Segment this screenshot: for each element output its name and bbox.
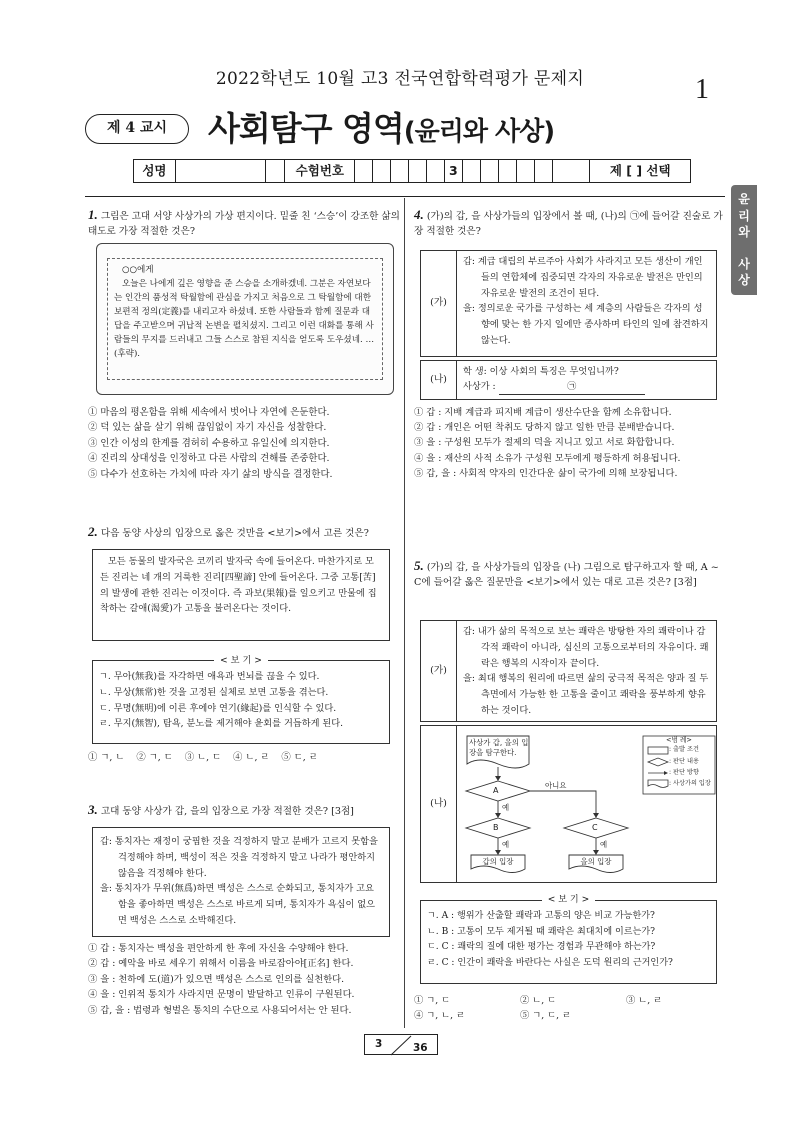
legend-item-1: : 출발 조건 xyxy=(669,746,699,753)
exam-no-label: 수험번호 xyxy=(285,160,355,182)
q4-choices xyxy=(414,405,681,481)
q5-choice-row-1 xyxy=(414,993,724,1008)
q5-number: 5. xyxy=(414,558,424,573)
q4-choice-4[interactable]: ④ 을 : 재산의 사적 소유가 구성원 모두에게 평등하게 허용됩니다. xyxy=(414,452,681,464)
q1-letter-body: 오늘은 나에게 깊은 영향을 준 스승을 소개하겠네. 그분은 자연보다는 인간의 품성적 탁월함에 관심을 가지고 처음으로 그 탁월함에 대한 보편적 정의(定義)를 내리고자 하셨네. 또한 사람들과 함께 질문과 대답을 주고받으며 귀납적 논변을 펼치셨지. 그리고 이런 대화를 통해 사람들의 무지를 드러내고 그들 스스로 참된 지식을 얻도록 도우셨네. …(후략). xyxy=(114,278,375,359)
q2-passage: 모든 동물의 발자국은 코끼리 발자국 속에 들어온다. 마찬가지로 모든 진리는 네 개의 거룩한 진리[四聖諦] 안에 들어온다. 그중 고통[苦]의 발생에 관한 진리는 이것이다. 즉 과보(果報)를 일으키고 만물에 집착하는 갈애(渴愛)가 고통을 불러온다는 것이다. xyxy=(92,549,390,641)
flow-arrow-no xyxy=(530,791,596,815)
q4-thinker: 사상가 : xyxy=(463,380,496,392)
q5-bogi-2: ㄴ. B : 고통이 모두 제거될 때 쾌락은 최대치에 이르는가? xyxy=(427,926,656,937)
q4-ga-label: (가) xyxy=(421,251,457,356)
q1-number: 1. xyxy=(88,207,98,222)
q1-choice-1[interactable]: ① 마음의 평온함을 위해 세속에서 벗어나 자연에 은둔한다. xyxy=(88,407,330,418)
flow-yes-a: 예 xyxy=(502,803,510,812)
footer-page: 3 xyxy=(375,1038,383,1050)
q3-choice-1[interactable]: ① 갑 : 통치자는 백성을 편안하게 한 후에 자신을 수양해야 한다. xyxy=(88,943,349,954)
flow-arrowhead xyxy=(593,813,599,818)
exam-no-digit: 3 xyxy=(445,160,463,182)
page-counter xyxy=(364,1034,438,1055)
q5-choice-4[interactable]: ④ ㄱ, ㄴ, ㄹ xyxy=(414,1010,466,1022)
q3-choices xyxy=(88,941,355,1018)
q3-choice-5[interactable]: ⑤ 갑, 을 : 법령과 형벌은 통치의 수단으로 사용되어서는 안 된다. xyxy=(88,1004,352,1016)
flow-end-eul: 을의 입장 xyxy=(580,857,612,866)
legend-item-3: : 판단 방향 xyxy=(669,769,699,776)
q4-stem xyxy=(414,205,726,240)
flow-yes-b: 예 xyxy=(502,840,510,849)
q5-stem-text: (가)의 갑, 을 사상가들의 입장을 (나) 그림으로 탐구하고자 할 때, A ~ C에 들어갈 옳은 질문만을 <보기>에서 있는 대로 고른 것은? [3점] xyxy=(414,562,719,589)
q1-choice-4[interactable]: ④ 진리의 상대성을 인정하고 다른 사람의 견해를 존중한다. xyxy=(88,453,330,465)
flow-arrowhead xyxy=(495,776,501,781)
subject-title xyxy=(208,103,554,154)
legend-item-2: : 판단 내용 xyxy=(669,758,699,765)
q2-bogi-3: ㄷ. 무명(無明)에 이른 후에야 연기(緣起)를 인식할 수 있다. xyxy=(99,702,337,714)
q5-choices xyxy=(414,993,724,1023)
q5-na-label: (나) xyxy=(421,726,457,882)
q4-blank: ㉠ xyxy=(499,380,645,396)
q5-stem xyxy=(414,556,726,591)
spacer xyxy=(553,160,591,182)
flow-arrowhead xyxy=(495,813,501,818)
q2-bogi-box xyxy=(92,655,390,744)
q2-bogi-2: ㄴ. 무상(無常)한 것을 고정된 실체로 보면 고통을 겪는다. xyxy=(99,686,329,698)
q4-gap: 갑: 계급 대립의 부르주아 사회가 사라지고 모든 생산이 개인들의 연합체에 집중되면 각자의 자유로운 발전은 만인의 자유로운 발전의 조건이 된다. xyxy=(463,256,703,299)
q4-thinker-line xyxy=(463,380,710,396)
flow-no: 아니요 xyxy=(545,781,567,790)
flow-arrowhead xyxy=(593,850,599,855)
q1-letter xyxy=(107,258,383,380)
header-rule xyxy=(85,196,725,197)
q3-number: 3. xyxy=(88,802,98,817)
exam-no-cell[interactable] xyxy=(481,160,499,182)
q5-choice-1[interactable]: ① ㄱ, ㄷ xyxy=(414,995,451,1006)
legend-title: <범 례> xyxy=(666,736,692,744)
q5-gap: 갑: 내가 삶의 목적으로 보는 쾌락은 방탕한 자의 쾌락이나 감각적 쾌락이 아니라, 심신의 고통으로부터의 자유이다. 쾌락은 행복의 시작이자 끝이다. xyxy=(463,626,709,669)
q2-bogi-1: ㄱ. 무아(無我)를 자각하면 애욕과 번뇌를 끊을 수 있다. xyxy=(99,671,320,682)
q2-stem-text: 다음 동양 사상의 입장으로 옳은 것만을 <보기>에서 고른 것은? xyxy=(100,528,369,539)
flow-start-text: 사상가 갑, 을의 입장을 탐구한다. xyxy=(469,738,529,757)
column-divider xyxy=(404,198,405,1028)
flow-label-b: B xyxy=(493,823,499,832)
page-number: 1 xyxy=(695,74,709,105)
q5-ga-table xyxy=(420,620,717,722)
q4-na-content xyxy=(457,361,716,399)
q4-choice-1[interactable]: ① 갑 : 지배 계급과 피지배 계급이 생산수단을 함께 소유합니다. xyxy=(414,407,672,418)
q3-choice-2[interactable]: ② 갑 : 예악을 바로 세우기 위해서 이름을 바로잡아야[正名] 한다. xyxy=(88,958,354,970)
flow-end-gap: 갑의 입장 xyxy=(482,857,514,866)
q5-bogi-box xyxy=(420,895,717,984)
name-field[interactable] xyxy=(176,160,266,182)
q4-choice-2[interactable]: ② 갑 : 개인은 어떤 착취도 당하지 않고 일한 만큼 분배받습니다. xyxy=(414,422,675,434)
exam-no-cell[interactable] xyxy=(535,160,553,182)
q4-ga-table xyxy=(420,250,717,357)
q5-bogi-1: ㄱ. A : 행위가 산출할 쾌락과 고통의 양은 비교 가능한가? xyxy=(427,911,655,921)
exam-no-cell[interactable] xyxy=(409,160,427,182)
q3-eul: 을: 통치자가 무위(無爲)하면 백성은 스스로 순화되고, 통치자가 고요함을 좋아하면 백성은 스스로 바르게 되며, 통치자가 욕심이 없으면 백성은 스스로 소박해진다. xyxy=(100,883,376,927)
q4-student: 학 생: 이상 사회의 특징은 무엇입니까? xyxy=(463,366,619,377)
q5-ga-content xyxy=(457,621,716,721)
exam-title: 2022학년도 10월 고3 전국연합학력평가 문제지 xyxy=(215,69,585,89)
footer-total: 36 xyxy=(413,1042,428,1054)
q2-bogi-title: < 보 기 > xyxy=(214,655,268,666)
q3-stem xyxy=(88,800,400,820)
q3-choice-3[interactable]: ③ 을 : 천하에 도(道)가 있으면 백성은 스스로 인의를 실천한다. xyxy=(88,973,345,985)
q5-choice-5[interactable]: ⑤ ㄱ, ㄷ, ㄹ xyxy=(520,1010,572,1022)
flow-yes-c: 예 xyxy=(600,840,608,849)
exam-no-cell[interactable] xyxy=(355,160,373,182)
exam-no-cell[interactable] xyxy=(517,160,535,182)
exam-no-cell[interactable] xyxy=(463,160,481,182)
subject-side-tab: 윤 리 와 사 상 xyxy=(731,185,757,295)
q1-letter-greeting: ○○에게 xyxy=(122,265,154,275)
subject-sub: (윤리와 사상) xyxy=(403,117,555,147)
q4-na-label: (나) xyxy=(421,361,457,399)
flow-arrowhead xyxy=(495,850,501,855)
q2-stem xyxy=(88,522,400,542)
q3-gap: 갑: 통치자는 재정이 궁핍한 것을 걱정하지 말고 분배가 고르지 못함을 걱정해야 하며, 백성이 적은 것을 걱정하지 말고 나라가 평안하지 않음을 걱정해야 한다. xyxy=(100,836,378,879)
q3-choice-4[interactable]: ④ 을 : 인위적 통치가 사라지면 문명이 발달하고 인류이 구원된다. xyxy=(88,989,355,1001)
q1-letter-scroll xyxy=(96,243,394,395)
q5-bogi-3: ㄷ. C : 쾌락의 질에 대한 평가는 경험과 무관해야 하는가? xyxy=(427,942,656,953)
q4-eul: 을: 정의로운 국가를 구성하는 세 계층의 사람들은 각자의 성향에 맞는 한 가지 일에만 종사하며 타인의 일에 참견하지 않는다. xyxy=(463,303,709,347)
q5-choice-2[interactable]: ② ㄴ, ㄷ xyxy=(520,995,557,1006)
q4-ga-content xyxy=(457,251,716,356)
subject-main: 사회탐구 영역 xyxy=(208,109,404,148)
legend-start-shape xyxy=(648,747,668,754)
q1-choice-2[interactable]: ② 덕 있는 삶을 살기 위해 끊임없이 자기 자신을 성찰한다. xyxy=(88,422,327,434)
q5-eul: 을: 최대 행복의 원리에 따르면 삶의 궁극적 목적은 양과 질 두 측면에서 가능한 한 고통을 줄이고 쾌락을 풍부하게 향유하는 것이다. xyxy=(463,673,709,717)
q5-ga-label: (가) xyxy=(421,621,457,721)
q1-stem xyxy=(88,205,400,240)
q4-na-table xyxy=(420,360,717,400)
legend-item-4: : 사상가의 입장 xyxy=(669,780,711,787)
select-label: 제 [ ] 선택 xyxy=(609,163,671,179)
exam-no-cell[interactable] xyxy=(499,160,517,182)
q4-number: 4. xyxy=(414,207,424,222)
q5-bogi-4: ㄹ. C : 인간이 쾌락을 바란다는 사실은 도덕 원리의 근거인가? xyxy=(427,957,673,968)
q5-choice-row-2 xyxy=(414,1008,724,1023)
q5-bogi-title: < 보 기 > xyxy=(542,895,595,905)
q5-na-table xyxy=(420,725,717,883)
q1-choices xyxy=(88,405,333,482)
period-badge: 제 4 교시 xyxy=(85,114,189,144)
q3-passage xyxy=(92,827,390,937)
q4-stem-text: (가)의 갑, 을 사상가들의 입장에서 볼 때, (나)의 ㉠에 들어갈 진술로 가장 적절한 것은? xyxy=(414,211,723,238)
q1-choice-5[interactable]: ⑤ 다수가 선호하는 가치에 따라 자기 삶의 방식을 결정한다. xyxy=(88,468,333,480)
q1-choice-3[interactable]: ③ 인간 이성의 한계를 겸허히 수용하고 유일신에 의지한다. xyxy=(88,437,330,449)
q1-stem-text: 그림은 고대 서양 사상가의 가상 편지이다. 밑줄 친 ‘스승’이 강조한 삶의 태도로 가장 적절한 것은? xyxy=(88,211,400,238)
q2-bogi-4: ㄹ. 무지(無智), 탐욕, 분노를 제거해야 윤회를 거듭하게 된다. xyxy=(99,718,344,730)
q4-choice-5[interactable]: ⑤ 갑, 을 : 사회적 약자의 인간다운 삶이 국가에 의해 보장됩니다. xyxy=(414,467,678,479)
exam-no-cell[interactable] xyxy=(427,160,445,182)
q2-choices[interactable]: ① ㄱ, ㄴ ② ㄱ, ㄷ ③ ㄴ, ㄷ ④ ㄴ, ㄹ ⑤ ㄷ, ㄹ xyxy=(88,752,318,763)
info-table xyxy=(133,159,691,183)
flow-label-c: C xyxy=(592,823,598,832)
exam-no-cell[interactable] xyxy=(373,160,391,182)
q3-stem-text: 고대 동양 사상가 갑, 을의 입장으로 가장 적절한 것은? [3점] xyxy=(100,806,354,817)
flow-label-a: A xyxy=(493,786,499,795)
exam-no-cell[interactable] xyxy=(391,160,409,182)
q5-choice-3[interactable]: ③ ㄴ, ㄹ xyxy=(626,995,663,1006)
q4-choice-3[interactable]: ③ 을 : 구성원 모두가 절제의 덕을 지니고 있고 서로 화합합니다. xyxy=(414,437,675,449)
q2-number: 2. xyxy=(88,524,98,539)
spacer xyxy=(266,160,286,182)
name-label: 성명 xyxy=(134,160,176,182)
q5-flowchart xyxy=(457,726,716,882)
